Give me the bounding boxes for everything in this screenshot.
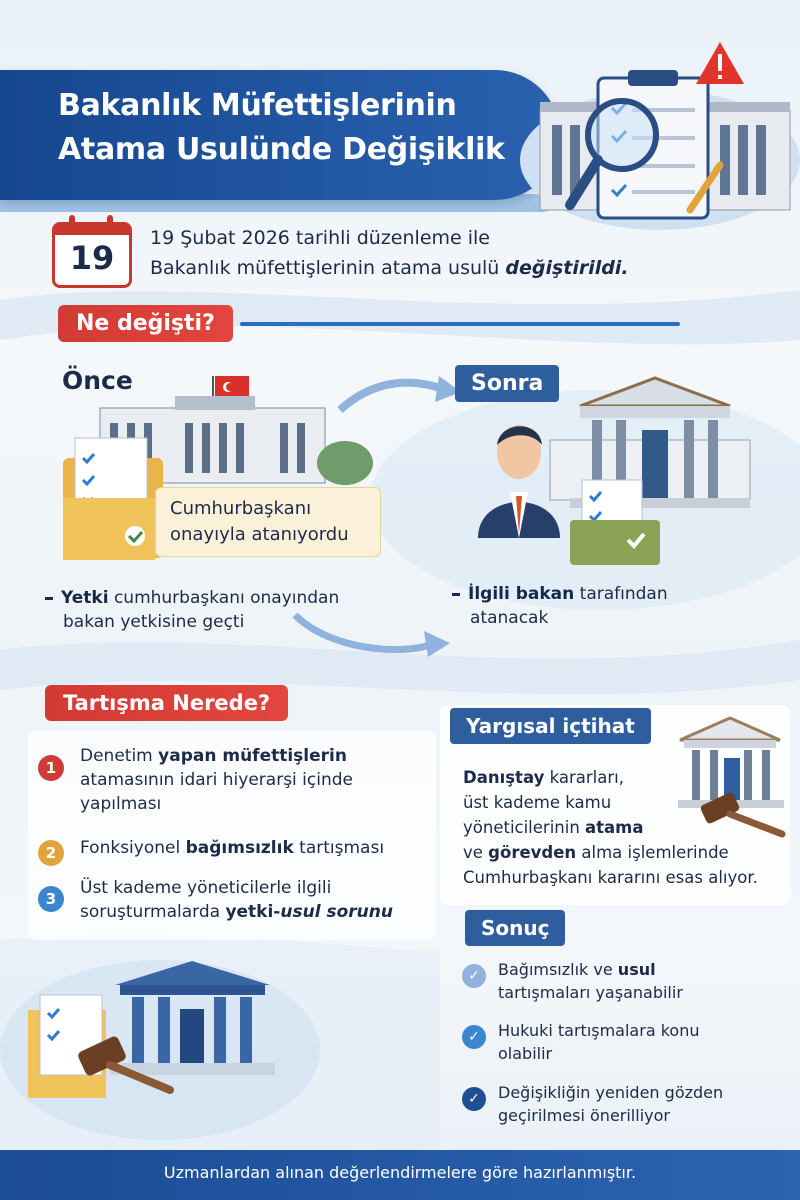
page-title-line2: Atama Usulünde Değişiklik (58, 132, 505, 167)
intro-line2-text: Bakanlık müfettişlerinin atama usulü (150, 257, 506, 279)
footer-note: Uzmanlardan alınan değerlendirmelere göre hazırlanmıştır. (0, 1150, 800, 1200)
after-illustration (470, 370, 770, 570)
bottom-left-illustration (20, 955, 320, 1105)
result-item-1: Bağımsızlık ve usul tartışmaları yaşanabilir (498, 960, 683, 1002)
after-label: Sonra (455, 365, 559, 402)
number-badge: 1 (38, 755, 64, 781)
minister-avatar (478, 425, 560, 538)
intro-line2 (150, 257, 629, 279)
title-banner (0, 70, 560, 200)
result-item-3: Değişikliğin yeniden gözden geçirilmesi önerilliyor (498, 1083, 724, 1125)
number-badge: 3 (38, 886, 64, 912)
header-illustration (520, 40, 800, 230)
arrow-icon (335, 368, 465, 418)
number-badge: 2 (38, 840, 64, 866)
debate-item-2: Fonksiyonel bağımsızlık tartışması (80, 838, 385, 858)
courthouse-icon (110, 961, 275, 1075)
check-icon: ✓ (462, 964, 486, 988)
warning-icon (696, 42, 744, 84)
calendar-icon (52, 222, 132, 288)
arrow-icon-lower (290, 605, 460, 665)
before-note-card (155, 487, 381, 557)
debate-item-3: Üst kademe yöneticilerle ilgili soruşturmalarda yetki-usul sorunu (80, 878, 393, 922)
courthouse-icon (550, 378, 750, 508)
intro-line1: 19 Şubat 2026 tarihli düzenleme ile (150, 227, 490, 249)
section-title-debate: Tartışma Nerede? (45, 685, 288, 721)
intro-emphasis: değiştirildi. (505, 257, 629, 279)
result-item-2: Hukuki tartışmalara konu olabilir (498, 1021, 700, 1063)
check-icon: ✓ (462, 1087, 486, 1111)
check-icon: ✓ (462, 1025, 486, 1049)
debate-item-1: Denetim yapan müfettişlerin atamasının idari hiyerarşi içinde yapılması (80, 746, 353, 814)
page-title-line1: Bakanlık Müfettişlerinin (58, 88, 457, 123)
section-title-case-law: Yargısal içtihat (450, 708, 651, 744)
case-law-text: Danıştay kararları, üst kademe kamu yöneticilerinin atama ve görevden alma işlemlerinde Cumhurbaşkanı kararını esas alıyor. (463, 768, 758, 887)
section-divider (240, 322, 680, 326)
section-title-what-changed: Ne değişti? (58, 305, 233, 342)
before-bullet: Yetki cumhurbaşkanı onayından bakan yetkisine geçti (45, 586, 339, 634)
section-title-result: Sonuç (465, 910, 565, 946)
before-note-line1: Cumhurbaşkanı (170, 498, 312, 519)
before-note-line2: onayıyla atanıyordu (170, 524, 349, 545)
after-bullet: İlgili bakan tarafından atanacak (452, 582, 668, 630)
calendar-day: 19 (69, 239, 115, 277)
before-label: Önce (62, 366, 133, 395)
